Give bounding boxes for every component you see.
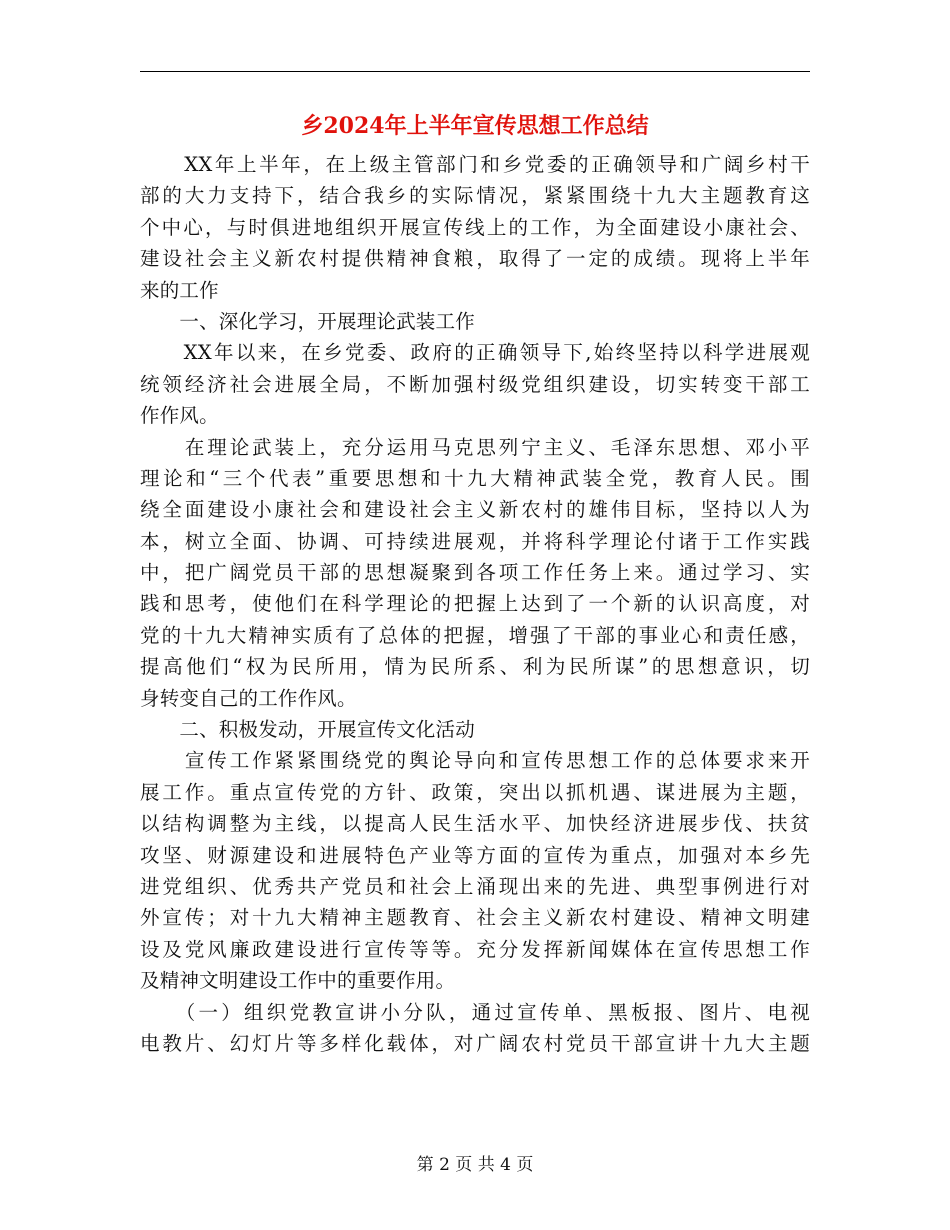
body-line: 宣传工作紧紧围绕党的舆论导向和宣传思想工作的总体要求来开 (140, 749, 810, 773)
body-line: （一）组织党教宣讲小分队，通过宣传单、黑板报、图片、电视 (140, 1000, 810, 1024)
body-line: XX年上半年，在上级主管部门和乡党委的正确领导和广阔乡村干 (140, 153, 810, 176)
section-heading: 一、深化学习，开展理论武装工作 (140, 309, 475, 333)
document-title: 乡2024年上半年宣传思想工作总结 (301, 113, 649, 139)
header-rule (140, 71, 810, 72)
section-heading: 二、积极发动，开展宣传文化活动 (140, 718, 475, 742)
body-line: 在理论武装上，充分运用马克思列宁主义、毛泽东思想、邓小平 (140, 435, 810, 459)
body-line: 统领经济社会进展全局，不断加强村级党组织建设，切实转变干部工 (140, 372, 810, 396)
body-line: 攻坚、财源建设和进展特色产业等方面的宣传为重点，加强对本乡先 (140, 843, 810, 867)
body-line: 外宣传；对十九大精神主题教育、社会主义新农村建设、精神文明建 (140, 906, 810, 930)
body-line: 提高他们“权为民所用，情为民所系、利为民所谋”的思想意识，切 (140, 655, 810, 679)
document-body (140, 149, 810, 1059)
body-line: 理论和“三个代表”重要思想和十九大精神武装全党，教育人民。围 (140, 466, 810, 490)
body-line: 展工作。重点宣传党的方针、政策，突出以抓机遇、谋进展为主题， (140, 780, 810, 804)
body-line: 及精神文明建设工作中的重要作用。 (140, 969, 456, 993)
body-line: 作作风。 (140, 404, 219, 428)
body-line: 部的大力支持下，结合我乡的实际情况，紧紧围绕十九大主题教育这 (140, 184, 810, 208)
body-line: 以结构调整为主线，以提高人民生活水平、加快经济进展步伐、扶贫 (140, 812, 810, 836)
body-line: 中，把广阔党员干部的思想凝聚到各项工作任务上来。通过学习、实 (140, 561, 810, 585)
body-line: XX年以来，在乡党委、政府的正确领导下,始终坚持以科学进展观 (140, 341, 810, 365)
body-line: 电教片、幻灯片等多样化载体，对广阔农村党员干部宣讲十九大主题 (140, 1031, 810, 1055)
body-line: 绕全面建设小康社会和建设社会主义新农村的雄伟目标，坚持以人为 (140, 498, 810, 522)
body-line: 本，树立全面、协调、可持续进展观，并将科学理论付诸于工作实践 (140, 529, 810, 553)
body-line: 党的十九大精神实质有了总体的把握，增强了干部的事业心和责任感， (140, 623, 810, 647)
body-line: 进党组织、优秀共产党员和社会上涌现出来的先进、典型事例进行对 (140, 874, 810, 898)
body-line: 来的工作 (140, 278, 219, 302)
body-line: 个中心，与时俱进地组织开展宣传线上的工作，为全面建设小康社会、 (140, 215, 810, 239)
page-number-footer: 第 2 页 共 4 页 (416, 1155, 534, 1175)
body-line: 建设社会主义新农村提供精神食粮，取得了一定的成绩。现将上半年 (140, 247, 810, 271)
body-line: 践和思考，使他们在科学理论的把握上达到了一个新的认识高度，对 (140, 592, 810, 616)
body-line: 设及党风廉政建设进行宣传等等。充分发挥新闻媒体在宣传思想工作 (140, 937, 810, 961)
body-line: 身转变自己的工作作风。 (140, 686, 357, 710)
